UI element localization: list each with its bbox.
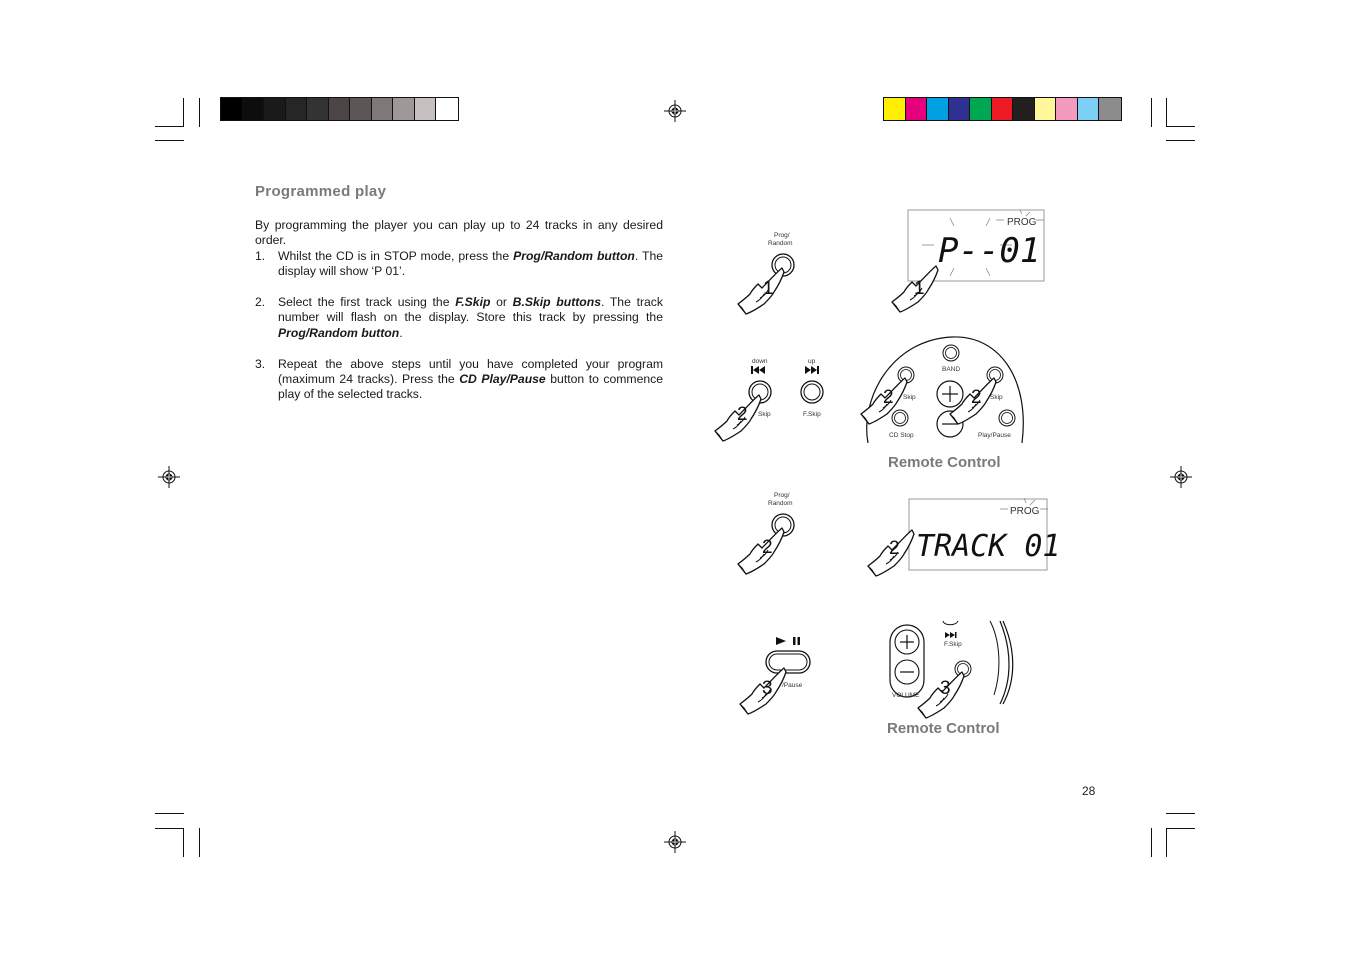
color-swatch bbox=[286, 98, 308, 120]
step-text bbox=[278, 295, 663, 341]
color-swatch bbox=[350, 98, 372, 120]
random-label: Random bbox=[768, 500, 793, 507]
play-pause-label: Play/Pause bbox=[978, 432, 1011, 439]
color-swatch bbox=[1013, 98, 1035, 120]
registration-mark-icon bbox=[664, 831, 686, 853]
button-name: CD Play/Pause bbox=[459, 372, 546, 387]
lcd-prog-indicator: PROG bbox=[1010, 506, 1040, 517]
color-swatch bbox=[307, 98, 329, 120]
color-swatch bbox=[329, 98, 351, 120]
step-number-label: 2 bbox=[971, 387, 982, 408]
step-number-label: 2 bbox=[883, 387, 894, 408]
skip-forward-icon bbox=[805, 366, 819, 374]
registration-mark-icon bbox=[1170, 466, 1192, 488]
lcd-text: P--01 bbox=[938, 231, 1041, 271]
color-swatch bbox=[372, 98, 394, 120]
text-run: . The display will show ‘P 01’. bbox=[278, 248, 663, 279]
step-item bbox=[255, 357, 663, 403]
pointing-hand-icon bbox=[738, 528, 784, 574]
intro-paragraph: By programming the player you can play up to 24 tracks in any desired order. bbox=[255, 218, 663, 248]
color-swatch bbox=[243, 98, 265, 120]
button-name: Prog/Random button bbox=[278, 325, 400, 340]
cd-stop-label: CD Stop bbox=[889, 432, 914, 439]
pause-label: /Pause bbox=[782, 682, 803, 689]
illustrations bbox=[700, 200, 1070, 750]
step-text bbox=[278, 249, 663, 280]
color-swatch bbox=[970, 98, 992, 120]
color-swatch bbox=[992, 98, 1014, 120]
button-name: F.Skip bbox=[455, 295, 491, 310]
step-number-label: 3 bbox=[762, 678, 773, 699]
pointing-hand-icon bbox=[738, 268, 784, 314]
step-item bbox=[255, 249, 663, 280]
prog-label: Prog/ bbox=[774, 492, 790, 499]
play-pause-icon bbox=[776, 637, 800, 645]
color-swatch bbox=[415, 98, 437, 120]
registration-mark-icon bbox=[158, 466, 180, 488]
band-label: BAND bbox=[942, 366, 961, 373]
color-strip bbox=[883, 97, 1122, 121]
button-name: Prog/Random button bbox=[513, 248, 635, 263]
skip-forward-icon bbox=[945, 632, 957, 638]
step-number-label: 2 bbox=[762, 537, 773, 558]
color-swatch bbox=[393, 98, 415, 120]
crop-mark bbox=[199, 828, 200, 857]
crop-mark bbox=[1151, 828, 1152, 857]
f-skip-label: F.Skip bbox=[803, 411, 821, 418]
crop-mark bbox=[155, 828, 184, 829]
color-swatch bbox=[436, 98, 458, 120]
text-run: Whilst the CD is in STOP mode, press the bbox=[278, 248, 514, 263]
lcd-prog-indicator: PROG bbox=[1007, 217, 1037, 228]
crop-mark bbox=[199, 98, 200, 127]
crop-mark bbox=[1151, 98, 1152, 127]
remote-fskip-label: Skip bbox=[990, 394, 1003, 401]
color-swatch bbox=[264, 98, 286, 120]
skip-buttons-figure bbox=[715, 358, 823, 441]
color-swatch bbox=[1099, 98, 1121, 120]
remote-control-caption: Remote Control bbox=[887, 720, 1000, 737]
volume-label: VOLUME bbox=[892, 692, 920, 699]
lcd-display-p01 bbox=[892, 210, 1044, 312]
prog-random-figure-1 bbox=[738, 232, 794, 314]
step-number-label: 2 bbox=[737, 404, 748, 425]
crop-mark bbox=[1166, 828, 1167, 857]
crop-mark bbox=[1166, 140, 1195, 141]
page-number: 28 bbox=[1082, 784, 1096, 798]
registration-mark-icon bbox=[664, 100, 686, 122]
down-label: down bbox=[752, 358, 768, 365]
text-run: button to commence play of the selected tracks. bbox=[278, 372, 664, 402]
color-swatch bbox=[906, 98, 928, 120]
text-run: Repeat the above steps until you have completed your program (maximum 24 tracks). Press the bbox=[278, 356, 663, 387]
up-label: up bbox=[808, 358, 816, 365]
step-number: 1. bbox=[255, 248, 266, 263]
button-name: B.Skip buttons bbox=[512, 295, 601, 310]
step-number-label: 3 bbox=[940, 678, 951, 699]
color-swatch bbox=[884, 98, 906, 120]
crop-mark bbox=[183, 98, 184, 127]
step-text bbox=[278, 357, 663, 403]
grayscale-strip bbox=[220, 97, 459, 121]
random-label: Random bbox=[768, 240, 793, 247]
lcd-display-track01 bbox=[868, 498, 1061, 576]
crop-mark bbox=[155, 813, 184, 814]
step-number-label: 1 bbox=[914, 278, 925, 299]
step-number-label: 2 bbox=[889, 538, 900, 559]
fskip-small-label: F.Skip bbox=[944, 641, 962, 648]
text-run: . bbox=[399, 325, 403, 340]
step-number: 2. bbox=[255, 295, 266, 310]
play-pause-figure bbox=[740, 637, 810, 714]
remote-control-figure-2 bbox=[890, 621, 1013, 718]
crop-mark bbox=[155, 140, 184, 141]
crop-mark bbox=[1166, 828, 1195, 829]
color-swatch bbox=[1035, 98, 1057, 120]
remote-bskip-label: Skip bbox=[903, 394, 916, 401]
step-item bbox=[255, 295, 663, 341]
crop-mark bbox=[1166, 813, 1195, 814]
color-swatch bbox=[927, 98, 949, 120]
prog-label: Prog/ bbox=[774, 232, 790, 239]
instructions bbox=[255, 218, 663, 403]
color-swatch bbox=[949, 98, 971, 120]
text-run: or bbox=[490, 295, 513, 310]
skip-back-icon bbox=[751, 366, 765, 374]
step-number-label: 1 bbox=[763, 278, 774, 299]
crop-mark bbox=[183, 828, 184, 857]
remote-control-caption: Remote Control bbox=[888, 454, 1001, 471]
prog-random-figure-2 bbox=[738, 492, 794, 574]
lcd-text: TRACK 01 bbox=[916, 529, 1061, 564]
remote-control-figure-1 bbox=[861, 337, 1023, 443]
crop-mark bbox=[155, 126, 184, 127]
crop-mark bbox=[1166, 98, 1167, 127]
crop-mark bbox=[1166, 126, 1195, 127]
section-title: Programmed play bbox=[255, 183, 387, 200]
step-number: 3. bbox=[255, 356, 266, 371]
text-run: Select the first track using the bbox=[278, 295, 456, 310]
text-run: . The track number will flash on the display. Store this track by pressing the bbox=[278, 295, 663, 325]
color-swatch bbox=[1078, 98, 1100, 120]
color-swatch bbox=[221, 98, 243, 120]
color-swatch bbox=[1056, 98, 1078, 120]
b-skip-label: Skip bbox=[758, 411, 771, 418]
